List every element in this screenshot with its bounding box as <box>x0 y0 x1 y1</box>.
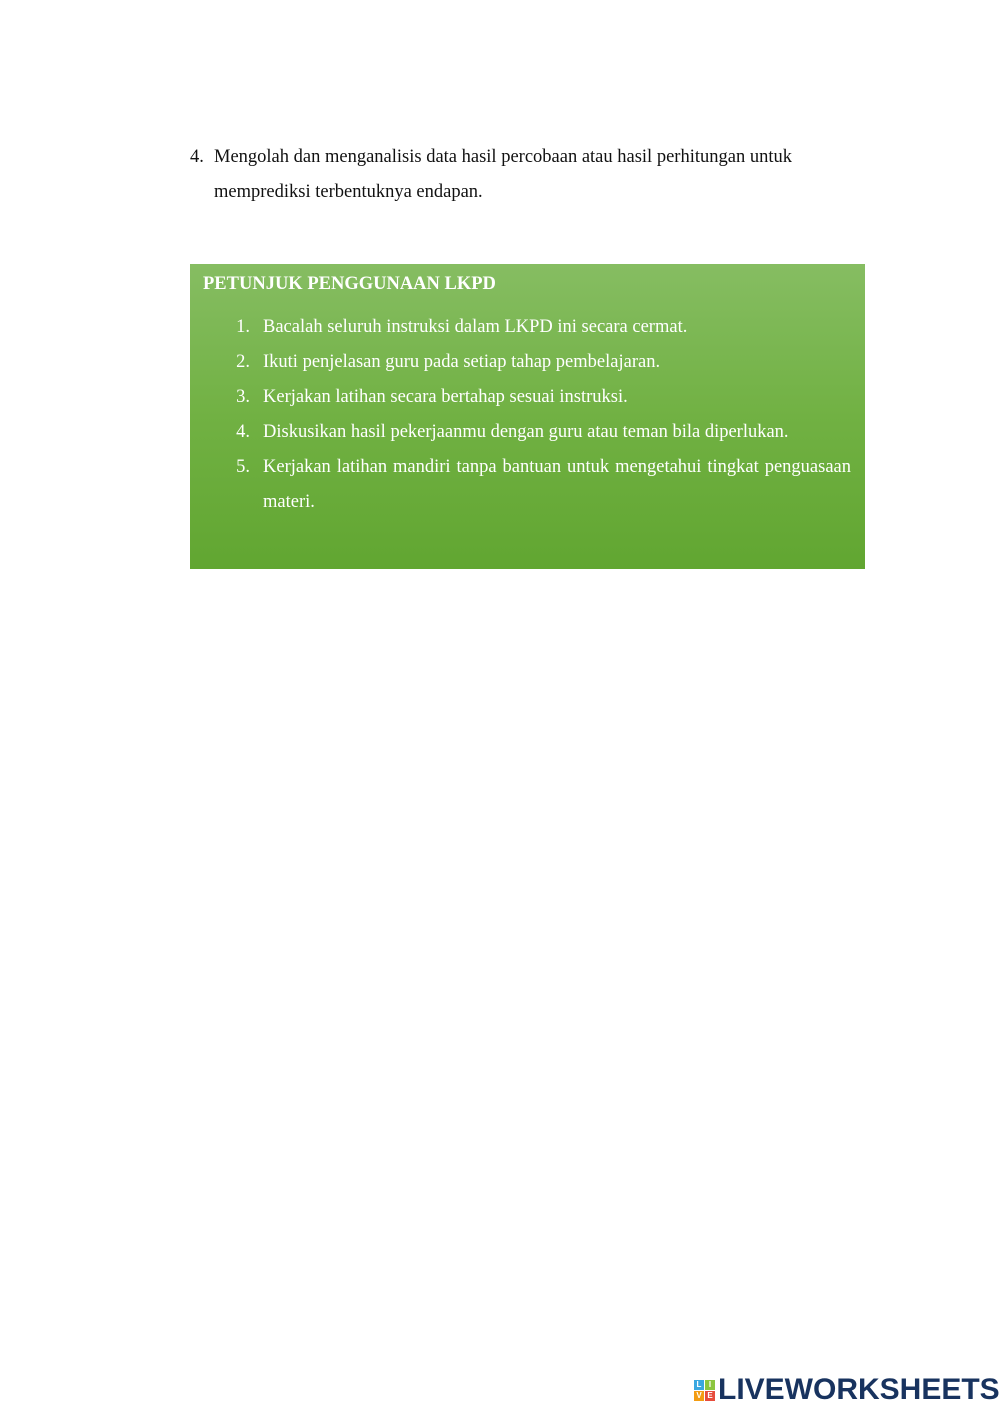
objective-item <box>190 140 860 210</box>
objective-text: Mengolah dan menganalisis data hasil percobaan atau hasil perhitungan untuk memprediksi terbentuknya endapan. <box>214 147 792 202</box>
logo-mark-letter: L <box>694 1380 704 1390</box>
instruction-text: Kerjakan latihan secara bertahap sesuai instruksi. <box>263 387 628 407</box>
instruction-number: 2. <box>236 352 250 372</box>
instruction-number: 3. <box>236 387 250 407</box>
instruction-text: Kerjakan latihan mandiri tanpa bantuan untuk mengetahui tingkat penguasaan materi. <box>263 457 851 512</box>
liveworksheets-logo[interactable] <box>694 1374 1000 1406</box>
instruction-item <box>203 415 851 450</box>
instruction-item <box>203 345 851 380</box>
instruction-text: Ikuti penjelasan guru pada setiap tahap pembelajaran. <box>263 352 661 372</box>
logo-text: LIVEWORKSHEETS <box>718 1373 1000 1406</box>
instruction-item <box>203 450 851 520</box>
instruction-item <box>203 310 851 345</box>
logo-mark-letter: V <box>694 1391 704 1401</box>
instructions-title: PETUNJUK PENGGUNAAN LKPD <box>203 274 496 294</box>
logo-mark-letter: E <box>705 1391 715 1401</box>
instruction-number: 4. <box>236 422 250 442</box>
logo-mark-letter: I <box>705 1380 715 1390</box>
instruction-item <box>203 380 851 415</box>
logo-mark-icon <box>694 1380 715 1401</box>
instruction-text: Bacalah seluruh instruksi dalam LKPD ini secara cermat. <box>263 317 688 337</box>
instruction-number: 5. <box>236 457 250 477</box>
instruction-number: 1. <box>236 317 250 337</box>
instructions-list <box>203 310 851 520</box>
objective-number: 4. <box>190 147 204 167</box>
instructions-panel <box>190 264 865 569</box>
instruction-text: Diskusikan hasil pekerjaanmu dengan guru atau teman bila diperlukan. <box>263 422 789 442</box>
